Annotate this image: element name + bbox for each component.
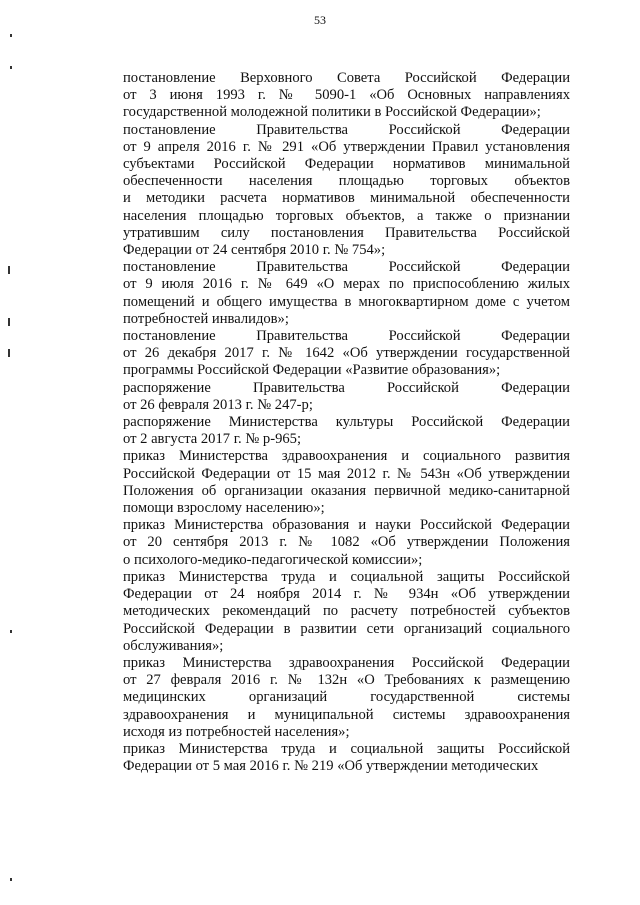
text-line: приказ Министерства здравоохранения и социального развития [123, 448, 570, 465]
text-line: субъектами Российской Федерации нормативов минимальной [123, 156, 570, 173]
text-line: постановление Правительства Российской Федерации [123, 328, 570, 345]
text-line: приказ Министерства здравоохранения Российской Федерации [123, 654, 570, 671]
scan-mark [8, 318, 10, 326]
text-line: приказ Министерства труда и социальной защиты Российской [123, 568, 570, 585]
list-item [123, 569, 570, 655]
text-line: о психолого-медико-педагогической комиссии»; [123, 551, 423, 568]
list-item [123, 741, 570, 775]
text-line: от 27 февраля 2016 г. № 132н «О Требованиях к размещению [123, 672, 570, 689]
text-line: исходя из потребностей населения»; [123, 723, 350, 740]
text-line: от 20 сентября 2013 г. № 1082 «Об утверждении Положения [123, 534, 570, 551]
text-line: Российской Федерации в развитии сети организаций социального [123, 620, 570, 637]
list-item [123, 414, 570, 448]
text-line: и методики расчета нормативов минимальной обеспеченности [123, 190, 570, 207]
text-line: Российской Федерации от 15 мая 2012 г. № 543н «Об утверждении [123, 465, 570, 482]
page-number: 53 [314, 13, 326, 27]
text-line: государственной молодежной политики в Российской Федерации»; [123, 104, 541, 121]
text-line: Федерации от 5 мая 2016 г. № 219 «Об утверждении методических [123, 758, 539, 775]
text-line: здравоохранения и муниципальной системы здравоохранения [123, 706, 570, 723]
text-line: утратившим силу постановления Правительства Российской [123, 224, 570, 241]
scan-mark [10, 34, 12, 37]
text-line: помощи взрослому населению»; [123, 500, 325, 517]
text-line: от 2 августа 2017 г. № р-965; [123, 431, 302, 448]
text-line: медицинских организаций государственной системы [123, 689, 570, 706]
text-line: обеспеченности населения площадью торговых объектов [123, 173, 570, 190]
text-line: распоряжение Правительства Российской Федерации [123, 379, 570, 396]
scan-mark [8, 266, 10, 274]
list-item [123, 380, 570, 414]
list-item [123, 328, 570, 380]
text-line: от 9 апреля 2016 г. № 291 «Об утверждении Правил установления [123, 138, 570, 155]
legal-acts-list [123, 70, 570, 775]
text-line: от 26 февраля 2013 г. № 247-р; [123, 396, 313, 413]
text-line: помещений и общего имущества в многоквартирном доме с учетом [123, 293, 570, 310]
text-line: Федерации от 24 сентября 2010 г. № 754»; [123, 242, 386, 259]
scan-mark [8, 349, 10, 357]
text-line: потребностей инвалидов»; [123, 310, 289, 327]
list-item [123, 70, 570, 122]
text-line: от 3 июня 1993 г. № 5090-1 «Об Основных направлениях [123, 87, 570, 104]
text-line: от 9 июля 2016 г. № 649 «О мерах по приспособлению жилых [123, 276, 570, 293]
text-line: обслуживания»; [123, 637, 224, 654]
text-line: постановление Верховного Совета Российской Федерации [123, 70, 570, 86]
scan-mark [10, 878, 12, 881]
text-line: постановление Правительства Российской Федерации [123, 121, 570, 138]
list-item [123, 448, 570, 517]
text-line: распоряжение Министерства культуры Российской Федерации [123, 414, 570, 431]
text-line: населения площадью торговых объектов, а также о признании [123, 207, 570, 224]
list-item [123, 517, 570, 569]
text-line: Положения об организации оказания первичной медико-санитарной [123, 482, 570, 499]
scan-mark [10, 630, 12, 633]
text-line: постановление Правительства Российской Федерации [123, 259, 570, 276]
text-line: методических рекомендаций по расчету потребностей субъектов [123, 603, 570, 620]
list-item [123, 122, 570, 260]
scan-mark [10, 66, 12, 69]
text-line: от 26 декабря 2017 г. № 1642 «Об утверждении государственной [123, 345, 570, 362]
text-line: Федерации от 24 ноября 2014 г. № 934н «Об утверждении [123, 586, 570, 603]
text-line: приказ Министерства образования и науки Российской Федерации [123, 517, 570, 534]
text-line: приказ Министерства труда и социальной защиты Российской [123, 740, 570, 757]
list-item [123, 259, 570, 328]
list-item [123, 655, 570, 741]
text-line: программы Российской Федерации «Развитие образования»; [123, 362, 501, 379]
